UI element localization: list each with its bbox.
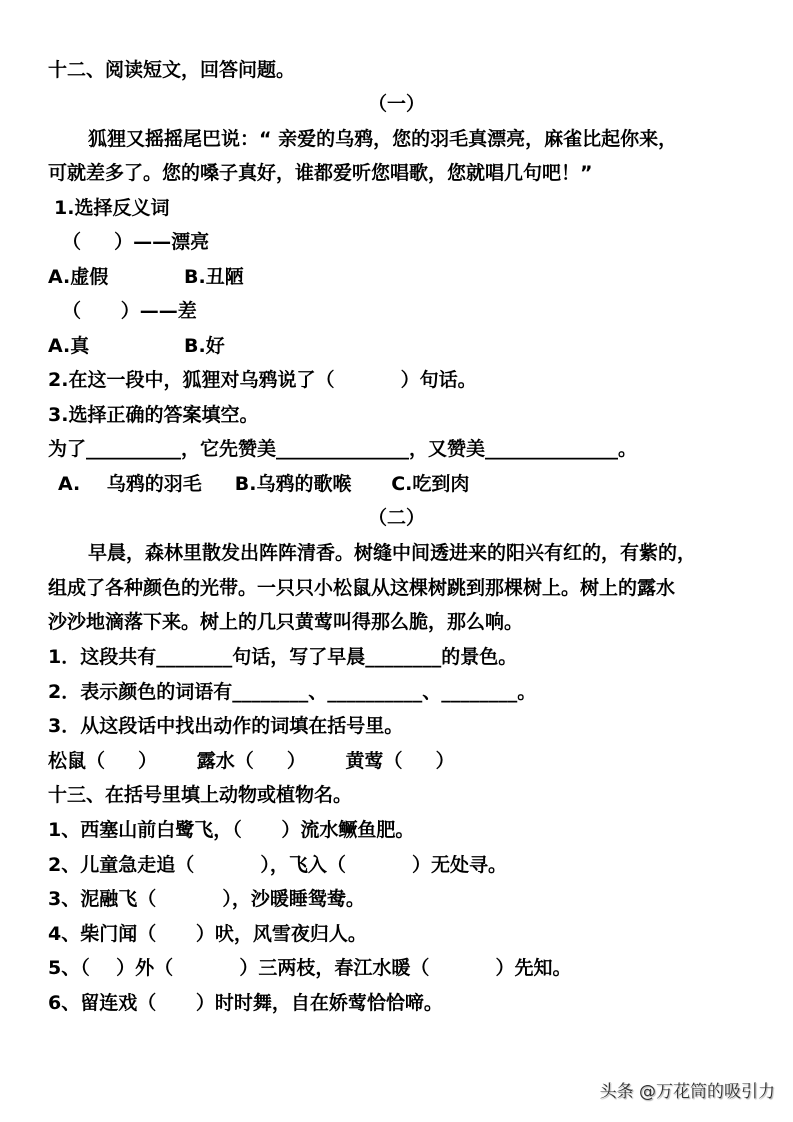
q3-blank-line: 为了__________，它先赞美______________，又赞美______________。 [48, 438, 638, 460]
poem-item-6: 6、留连戏（ ）时时舞，自在娇莺恰恰啼。 [48, 992, 443, 1014]
poem-item-2: 2、儿童急走追（ ），飞入（ ）无处寻。 [48, 854, 508, 876]
passage-1-line-2: 可就差多了。您的嗓子真好，谁都爱听您唱歌，您就唱几句吧！” [48, 162, 593, 184]
q3-label: 3.选择正确的答案填空。 [48, 404, 259, 426]
passage-2-line-3: 沙沙地滴落下来。树上的几只黄莺叫得那么脆，那么响。 [48, 611, 524, 633]
q1-label: 1.选择反义词 [54, 197, 170, 219]
q1-item-1-option-b: B.丑陋 [184, 266, 244, 288]
q3-options: A. 乌鸦的羽毛 B.乌鸦的歌喉 C.吃到肉 [58, 473, 470, 495]
part-2-q1: 1．这段共有________句话，写了早晨________的景色。 [48, 646, 518, 668]
watermark: 头条 @万花筒的吸引力 [599, 1082, 775, 1102]
passage-1-line-1: 狐狸又摇摇尾巴说：“ 亲爱的乌鸦，您的羽毛真漂亮，麻雀比起你来， [88, 128, 678, 150]
section-13-title: 十三、在括号里填上动物或植物名。 [48, 784, 353, 806]
q1-item-1-option-a: A.虚假 [48, 266, 109, 288]
passage-2-line-1: 早晨，森林里散发出阵阵清香。树缝中间透进来的阳兴有红的，有紫的， [88, 542, 697, 564]
passage-2-line-2: 组成了各种颜色的光带。一只只小松鼠从这棵树跳到那棵树上。树上的露水 [48, 577, 676, 599]
q1-item-2-option-a: A.真 [48, 335, 90, 357]
section-12-title: 十二、阅读短文，回答问题。 [48, 59, 296, 81]
part-1-heading: （一） [367, 93, 425, 115]
poem-item-5: 5、（ ）外（ ）三两枝，春江水暖（ ）先知。 [48, 957, 572, 979]
part-2-heading: （二） [367, 507, 425, 529]
poem-item-3: 3、泥融飞（ ），沙暖睡鸳鸯。 [48, 888, 365, 910]
part-2-q3: 3．从这段话中找出动作的词填在括号里。 [48, 715, 404, 737]
poem-item-4: 4、柴门闻（ ）吠，风雪夜归人。 [48, 923, 367, 945]
q1-item-2: （ ）——差 [62, 300, 197, 322]
part-2-q3-blanks: 松鼠（ ） 露水（ ） 黄莺（ ） [48, 750, 455, 772]
poem-item-1: 1、西塞山前白鹭飞，（ ）流水鳜鱼肥。 [48, 819, 415, 841]
q1-item-2-option-b: B.好 [184, 335, 225, 357]
part-2-q2: 2．表示颜色的词语有________、__________、________。 [48, 681, 537, 703]
q1-item-1: （ ）——漂亮 [62, 231, 210, 253]
q2-text: 2.在这一段中，狐狸对乌鸦说了（ ）句话。 [48, 369, 477, 391]
